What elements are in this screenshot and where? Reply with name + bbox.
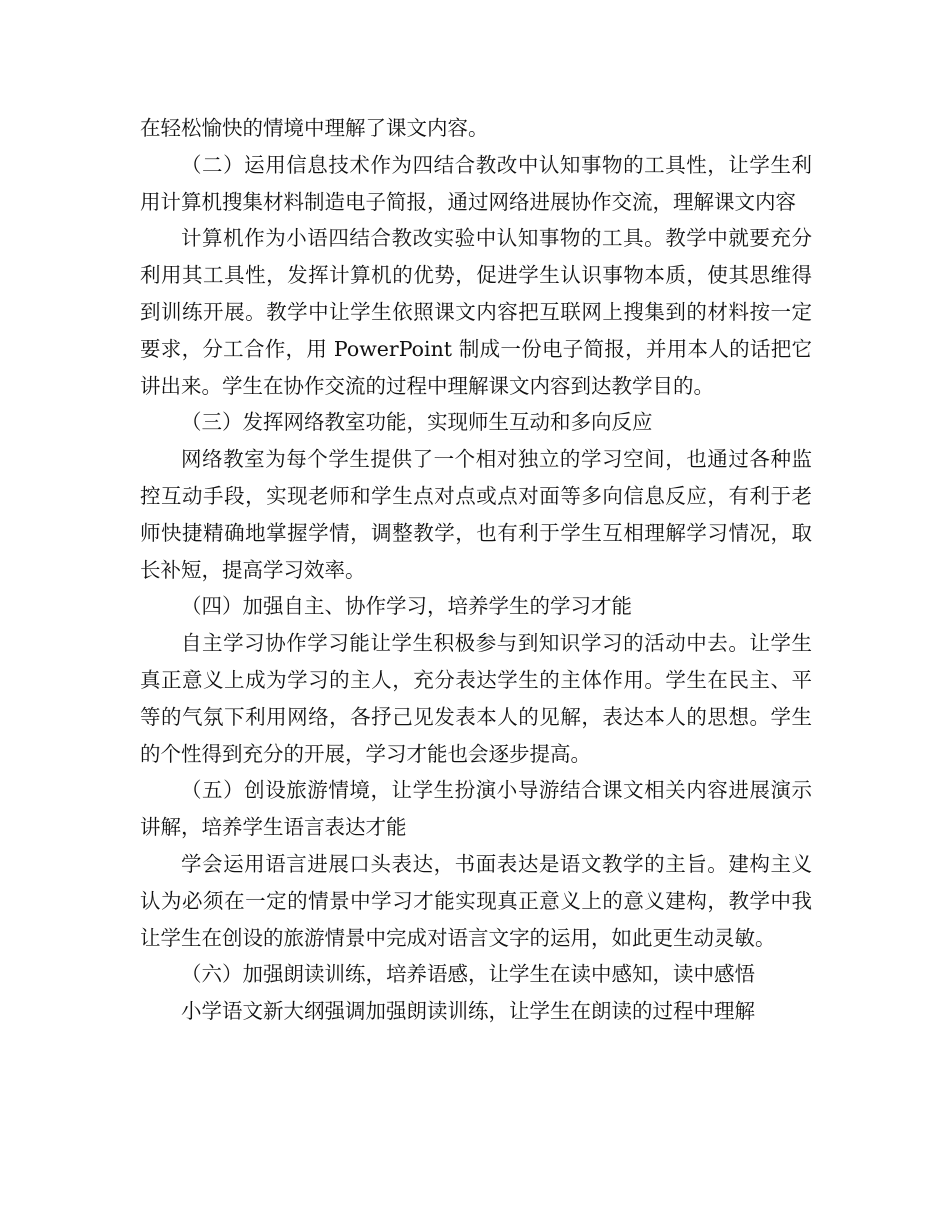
- section-heading-6: （六）加强朗读训练，培养语感，让学生在读中感知，读中感悟: [181, 962, 755, 987]
- body-paragraph: 自主学习协作学习能让学生积极参与到知识学习的活动中去。让学生真正意义上成为学习的主人，充分表达学生的主体作用。学生在民主、平等的气氛下利用网络，各抒己见发表本人的见解，表达本人的思想。学生的个性得到充分的开展，学习才能也会逐步提高。: [140, 631, 812, 766]
- body-paragraph: 网络教室为每个学生提供了一个相对独立的学习空间，也通过各种监控互动手段，实现老师和学生点对点或点对面等多向信息反应，有利于老师快捷精确地掌握学情，调整教学，也有利于学生互相理解学习情况，取长补短，提高学习效率。: [140, 447, 812, 582]
- section-heading-5: （五）创设旅游情境，让学生扮演小导游结合课文相关内容进展演示讲解，培养学生语言表达才能: [140, 778, 812, 840]
- document-page: [140, 110, 812, 1030]
- body-paragraph: 计算机作为小语四结合教改实验中认知事物的工具。教学中就要充分利用其工具性，发挥计算机的优势，促进学生认识事物本质，使其思维得到训练开展。教学中让学生依照课文内容把互联网上搜集到的材料按一定要求，分工合作，用 PowerPoint 制成一份电子简报，并用本人的话把它讲出来。学生在协作交流的过程中理解课文内容到达教学目的。: [140, 226, 812, 398]
- section-heading-3: （三）发挥网络教室功能，实现师生互动和多向反应: [181, 410, 653, 435]
- paragraph-continuation: 在轻松愉快的情境中理解了课文内容。: [140, 116, 489, 140]
- section-heading-4: （四）加强自主、协作学习，培养学生的学习才能: [181, 594, 632, 619]
- section-heading-2: （二）运用信息技术作为四结合教改中认知事物的工具性，让学生利用计算机搜集材料制造电子简报，通过网络进展协作交流，理解课文内容: [140, 152, 812, 214]
- body-paragraph: 小学语文新大纲强调加强朗读训练，让学生在朗读的过程中理解: [181, 999, 755, 1024]
- body-paragraph: 学会运用语言进展口头表达，书面表达是语文教学的主旨。建构主义认为必须在一定的情景中学习才能实现真正意义上的意义建构，教学中我让学生在创设的旅游情景中完成对语言文字的运用，如此更生动灵敏。: [140, 851, 812, 950]
